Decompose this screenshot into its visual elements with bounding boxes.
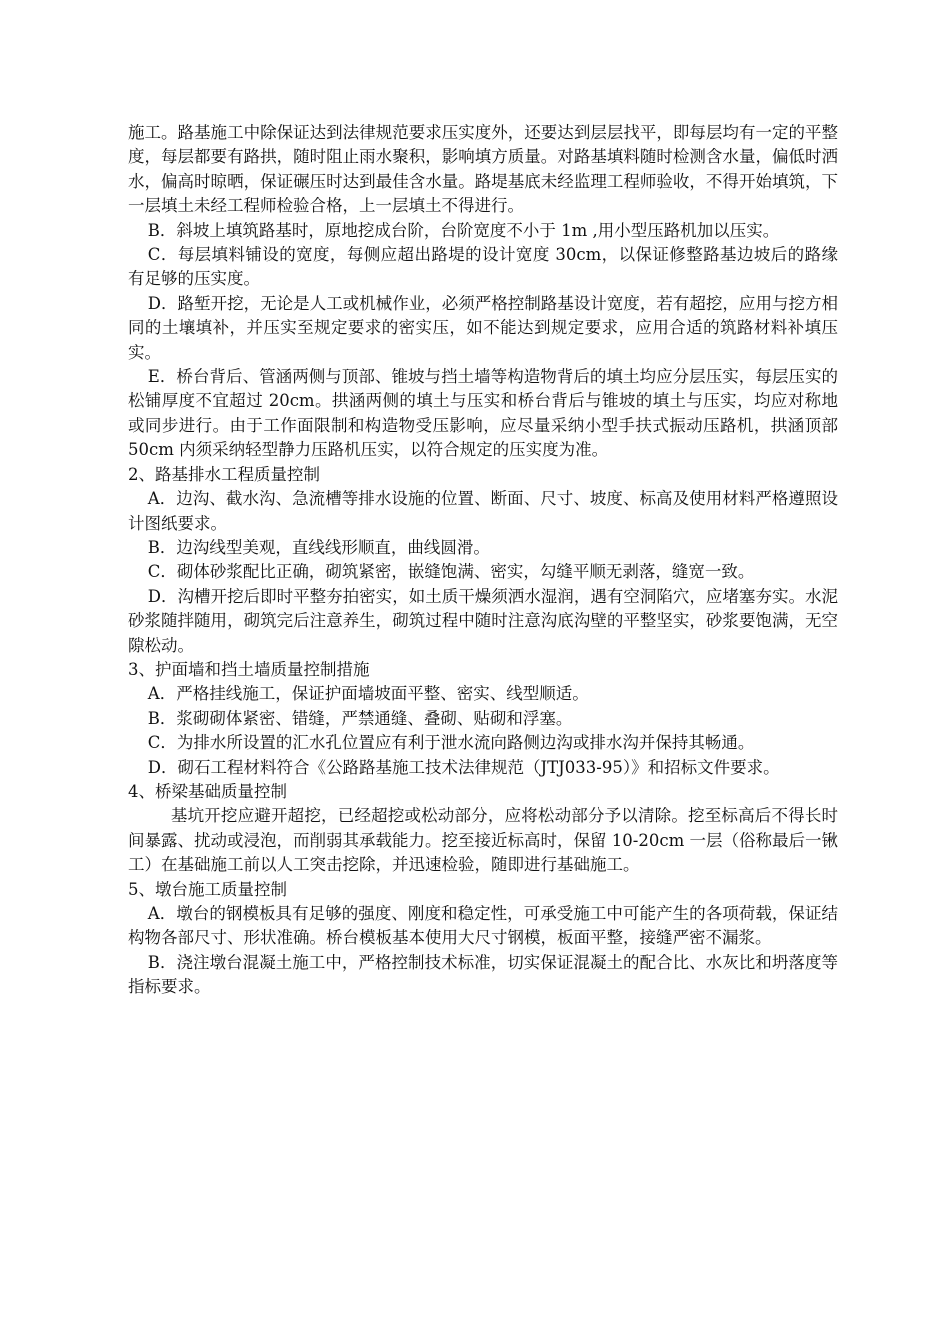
section-heading-2: 2、路基排水工程质量控制 xyxy=(128,464,320,484)
paragraph-5a: A．墩台的钢模板具有足够的强度、刚度和稳定性，可承受施工中可能产生的各项荷载，保证结构物各部尺寸、形状准确。桥台模板基本使用大尺寸钢模，板面平整，接缝严密不漏浆。 xyxy=(128,904,838,948)
paragraph-1c: C．每层填料铺设的宽度，每侧应超出路堤的设计宽度 30cm，以保证修整路基边坡后的路缘有足够的压实度。 xyxy=(128,245,838,289)
paragraph-intro: 施工。路基施工中除保证达到法律规范要求压实度外，还要达到层层找平，即每层均有一定的平整度，每层都要有路拱，随时阻止雨水聚积，影响填方质量。对路基填料随时检测含水量，偏低时洒水，偏高时晾晒，保证碾压时达到最佳含水量。路堤基底未经监理工程师验收，不得开始填筑，下一层填土未经工程师检验合格，上一层填土不得进行。 xyxy=(128,123,838,216)
paragraph-4: 基坑开挖应避开超挖，已经超挖或松动部分，应将松动部分予以清除。挖至标高后不得长时间暴露、扰动或浸泡，而削弱其承载能力。挖至接近标高时，保留 10-20cm 一层（俗称最后一锹工）在基础施工前以人工突击挖除，并迅速检验，随即进行基础施工。 xyxy=(128,806,838,875)
document-body xyxy=(128,121,838,1000)
section-heading-5: 5、墩台施工质量控制 xyxy=(128,879,287,899)
section-heading-4: 4、桥梁基础质量控制 xyxy=(128,781,287,801)
paragraph-2c: C．砌体砂浆配比正确，砌筑紧密，嵌缝饱满、密实，勾缝平顺无剥落，缝宽一致。 xyxy=(147,562,755,582)
paragraph-3b: B．浆砌砌体紧密、错缝，严禁通缝、叠砌、贴砌和浮塞。 xyxy=(147,708,573,728)
paragraph-2d: D．沟槽开挖后即时平整夯拍密实，如土质干燥须洒水湿润，遇有空洞陷穴，应堵塞夯实。水泥砂浆随拌随用，砌筑完后注意养生，砌筑过程中随时注意沟底沟壁的平整坚实，砂浆要饱满，无空隙松动。 xyxy=(128,586,838,655)
paragraph-3d: D．砌石工程材料符合《公路路基施工技术法律规范（JTJ033-95）》和招标文件要求。 xyxy=(147,757,780,777)
section-heading-3: 3、护面墙和挡土墙质量控制措施 xyxy=(128,659,370,679)
paragraph-3a: A．严格挂线施工，保证护面墙坡面平整、密实、线型顺适。 xyxy=(147,684,589,704)
paragraph-3c: C．为排水所设置的汇水孔位置应有利于泄水流向路侧边沟或排水沟并保持其畅通。 xyxy=(147,733,755,753)
paragraph-1e: E．桥台背后、管涵两侧与顶部、锥坡与挡土墙等构造物背后的填土均应分层压实，每层压实的松铺厚度不宜超过 20cm。拱涵两侧的填土与压实和桥台背后与锥坡的填土与压实，均应对称地或同步进行。由于工作面限制和构造物受压影响，应尽量采纳小型手扶式振动压路机，拱涵顶部 50cm 内须采纳轻型静力压路机压实，以符合规定的压实度为准。 xyxy=(128,367,838,460)
paragraph-5b: B．浇注墩台混凝土施工中，严格控制技术标准，切实保证混凝土的配合比、水灰比和坍落度等指标要求。 xyxy=(128,952,838,997)
paragraph-2a: A．边沟、截水沟、急流槽等排水设施的位置、断面、尺寸、坡度、标高及使用材料严格遵照设计图纸要求。 xyxy=(128,489,838,533)
paragraph-1b: B．斜坡上填筑路基时，原地挖成台阶，台阶宽度不小于 1m ,用小型压路机加以压实。 xyxy=(147,220,780,240)
paragraph-2b: B．边沟线型美观，直线线形顺直，曲线圆滑。 xyxy=(147,537,490,557)
paragraph-1d: D．路堑开挖，无论是人工或机械作业，必须严格控制路基设计宽度，若有超挖，应用与挖方相同的土壤填补，并压实至规定要求的密实压，如不能达到规定要求，应用合适的筑路材料补填压实。 xyxy=(128,293,838,362)
